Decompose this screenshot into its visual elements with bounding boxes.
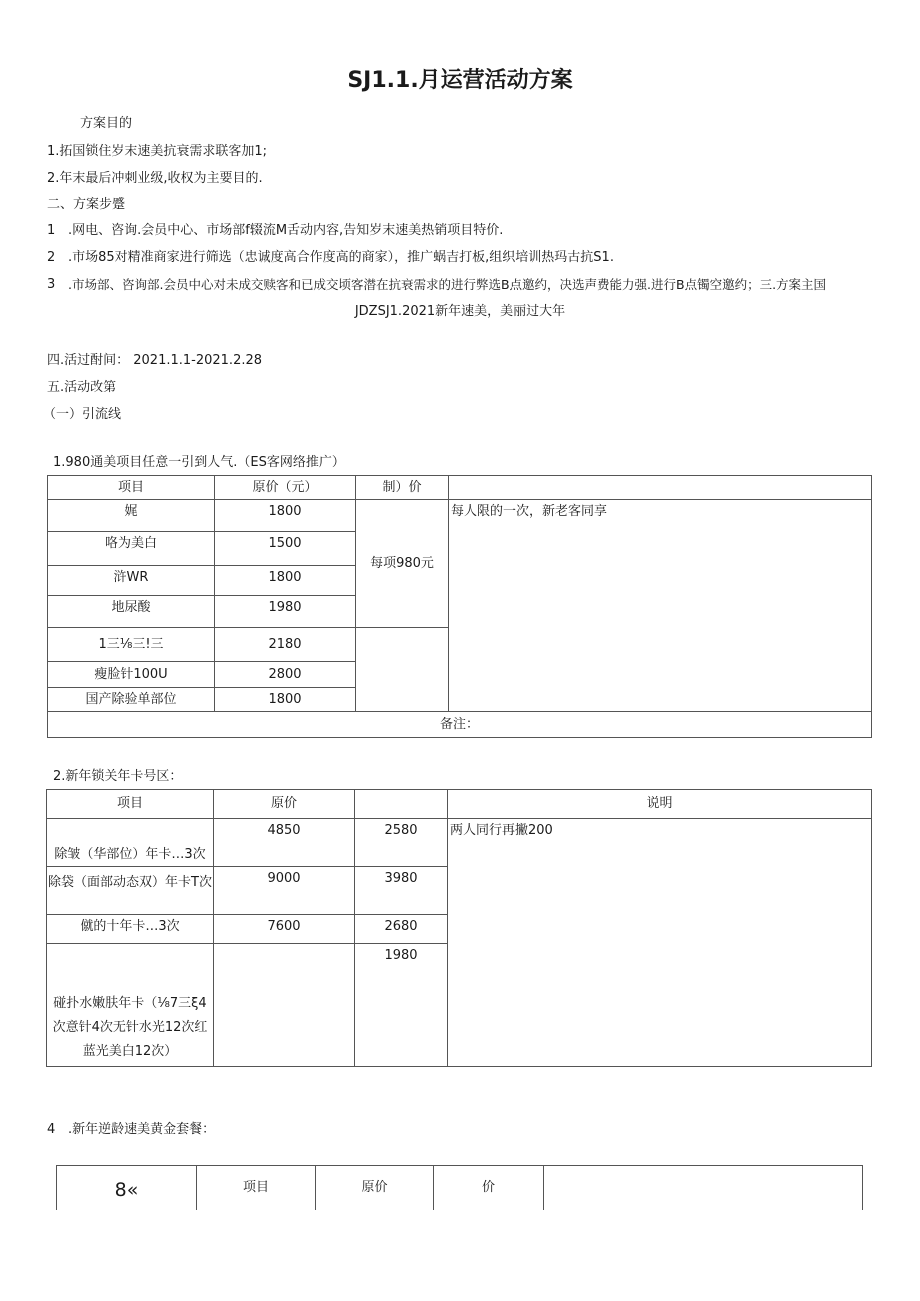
table2-special-price: 2580 — [355, 819, 448, 867]
table-row — [48, 500, 872, 532]
table2-header-original-price: 原价 — [214, 790, 355, 819]
table-row — [47, 819, 872, 867]
step-2-text: .市场85对精准商家进行筛选（忠诚度高合作度高的商家），推广蜗吉打板,组织培训热玛古抗S1. — [68, 250, 614, 265]
step-1-number: 1 — [47, 223, 56, 238]
step-1-text: .网电、咨询.会员中心、市场部f辍流M舌动内容,告知岁末速美热销项目特价. — [68, 223, 504, 238]
table2-original-price: 9000 — [214, 867, 355, 915]
table2-item: 僦的十年卡…3次 — [47, 915, 214, 944]
table2-header-item: 项目 — [47, 790, 214, 819]
document-title: SJ1.1.月运营活动方案 — [347, 68, 573, 93]
activity-period: 四.活过酎间： 2021.1.1-2021.2.28 — [47, 353, 263, 368]
table3-header-row — [57, 1166, 863, 1210]
section-purpose-heading: 方案目的 — [80, 116, 133, 131]
table1-note: 每人限的一次，新老客同享 — [449, 500, 872, 712]
table1-remark-row — [48, 712, 872, 738]
table2-caption: 2.新年锁关年卡号区： — [53, 769, 183, 784]
table1-item: 1三⅛三!三 — [48, 628, 215, 662]
table3-header-set: 8« — [57, 1166, 197, 1210]
table1-header-blank — [449, 476, 872, 500]
table1-price: 2800 — [215, 662, 356, 688]
table2-special-price: 2680 — [355, 915, 448, 944]
theme-line: JDZSJ1.2021新年速美，美丽过大年 — [354, 304, 566, 319]
table3-header-price: 价 — [434, 1166, 544, 1210]
table1-item: 娓 — [48, 500, 215, 532]
table3-header-original-price: 原价 — [316, 1166, 434, 1210]
step-3-text: .市场部、咨询部.会员中心对未成交赎客和已成交顷客潜在抗衰需求的进行弊选B点邀约，决选声费能力强.进行B点镯空邀约；三.方案主国 — [68, 277, 827, 292]
table2-item: 除皱（华部位）年卡…3次 — [47, 819, 214, 867]
table2-special-price: 3980 — [355, 867, 448, 915]
table2-original-price: 7600 — [214, 915, 355, 944]
section-plan-heading: 五.活动改第 — [47, 380, 117, 395]
table1-price: 2180 — [215, 628, 356, 662]
table3-caption: .新年逆龄速美黄金套餐： — [68, 1122, 216, 1137]
table2-special-price: 1980 — [355, 944, 448, 1067]
table2-item: 碰扑水嫩肤年卡（⅛7三ξ4次意针4次无针水光12次红蓝光美白12次） — [47, 944, 214, 1067]
table1-price: 1980 — [215, 596, 356, 628]
purpose-item-2: 2.年末最后冲刺业级,收权为主要目的. — [47, 171, 263, 186]
table1-header-original-price: 原价（元） — [215, 476, 356, 500]
table1-price: 1800 — [215, 688, 356, 712]
table1 — [47, 475, 872, 738]
purpose-item-1: 1.拓国锁住岁末速美抗衰需求联客加1; — [47, 144, 268, 159]
section-steps-heading: 二、方案步蹙 — [47, 197, 126, 212]
table2-header-description: 说明 — [448, 790, 872, 819]
table1-item: 浒WR — [48, 566, 215, 596]
table1-header-row — [48, 476, 872, 500]
table1-header-item: 项目 — [48, 476, 215, 500]
table2-header-row — [47, 790, 872, 819]
subsection-traffic: （一）引流线 — [43, 407, 122, 422]
table2 — [46, 789, 872, 1067]
table1-item: 咯为美白 — [48, 532, 215, 566]
table3-header-item: 项目 — [197, 1166, 316, 1210]
table2-note: 两人同行再撇200 — [448, 819, 872, 1067]
table2-item: 除袋（面部动态双）年卡T次 — [47, 867, 214, 915]
table2-header-special-price — [355, 790, 448, 819]
table1-item: 瘦脸针100U — [48, 662, 215, 688]
table3-header-blank — [544, 1166, 863, 1210]
table1-price: 1800 — [215, 500, 356, 532]
table1-special-price-blank — [356, 628, 449, 712]
table1-caption: 1.980通美项目任意一引到人气.（ES客网络推广） — [53, 455, 345, 470]
step-3-number: 3 — [47, 277, 56, 292]
table1-remark: 备注： — [48, 712, 872, 738]
table2-original-price: 4850 — [214, 819, 355, 867]
table3 — [56, 1165, 863, 1210]
table2-original-price — [214, 944, 355, 1067]
step-2-number: 2 — [47, 250, 56, 265]
table1-item: 国产除验单部位 — [48, 688, 215, 712]
table1-special-price: 每项980元 — [356, 500, 449, 628]
table1-header-special-price: 制）价 — [356, 476, 449, 500]
table1-price: 1800 — [215, 566, 356, 596]
table1-item: 地尿酸 — [48, 596, 215, 628]
table3-caption-number: 4 — [47, 1122, 56, 1137]
table1-price: 1500 — [215, 532, 356, 566]
